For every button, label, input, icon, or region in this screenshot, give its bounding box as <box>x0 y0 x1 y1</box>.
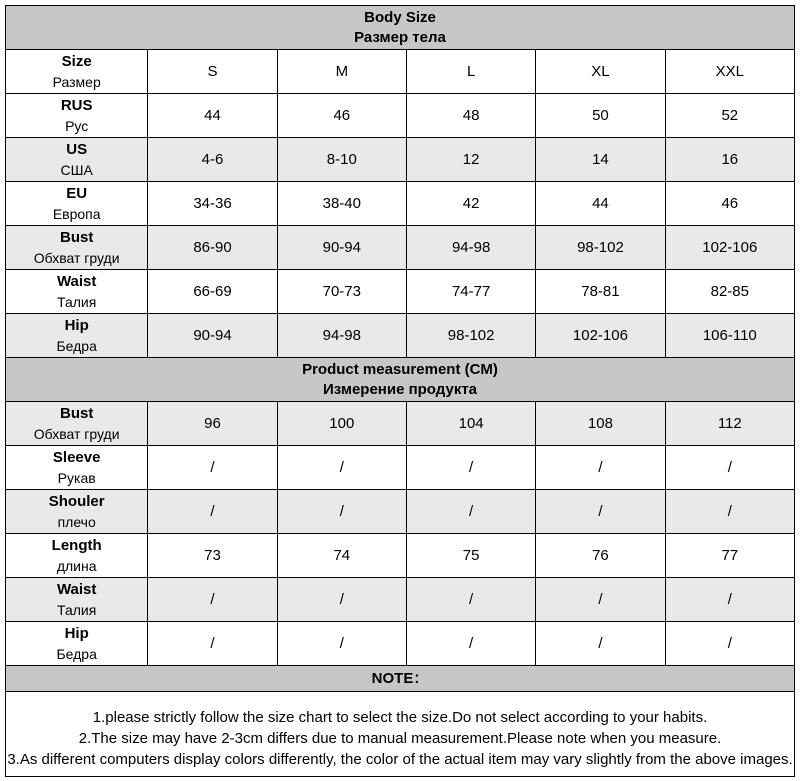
note-title: NOTE： <box>6 666 795 692</box>
table-cell: / <box>536 490 665 534</box>
note-line: 2.The size may have 2-3cm differs due to manual measurement.Please note when you measure. <box>78 729 722 747</box>
row-label-en: Waist <box>56 272 97 290</box>
note-line: 3.As different computers display colors differently, the color of the actual item may vary slightly from the above images. <box>7 750 793 768</box>
table-cell: / <box>536 578 665 622</box>
size-header-cell: L <box>406 50 535 94</box>
table-cell: 46 <box>665 182 794 226</box>
table-cell: 74 <box>277 534 406 578</box>
table-cell: 14 <box>536 138 665 182</box>
table-cell: / <box>665 622 794 666</box>
table-cell: 46 <box>277 94 406 138</box>
row-label <box>6 138 148 182</box>
row-label-en: Sleeve <box>52 448 101 466</box>
row-label-ru: США <box>60 161 93 178</box>
row-label <box>6 270 148 314</box>
row-label-en: Hip <box>64 316 89 334</box>
table-cell: / <box>665 446 794 490</box>
product-row <box>6 578 795 622</box>
row-label <box>6 534 148 578</box>
table-cell: 74-77 <box>406 270 535 314</box>
row-label-ru: Размер <box>52 73 101 90</box>
table-cell: 94-98 <box>277 314 406 358</box>
row-label <box>6 314 148 358</box>
table-cell: 8-10 <box>277 138 406 182</box>
row-label-ru: плечо <box>57 513 96 530</box>
body-size-row <box>6 94 795 138</box>
table-cell: 104 <box>406 402 535 446</box>
product-title-en: Product measurement (CM) <box>302 360 498 378</box>
table-cell: 106-110 <box>665 314 794 358</box>
size-chart-table <box>5 5 795 777</box>
table-cell: / <box>277 490 406 534</box>
table-cell: 98-102 <box>536 226 665 270</box>
row-label <box>6 622 148 666</box>
row-label-ru: Бедра <box>56 645 97 662</box>
table-cell: 98-102 <box>406 314 535 358</box>
size-header-cell: XXL <box>665 50 794 94</box>
row-label-en: Length <box>51 536 102 554</box>
row-label-ru: Рукав <box>57 469 96 486</box>
table-cell: 108 <box>536 402 665 446</box>
row-label-en: Shouler <box>48 492 105 510</box>
row-label-ru: Обхват груди <box>33 249 120 266</box>
row-label <box>6 402 148 446</box>
note-line: 1.please strictly follow the size chart to select the size.Do not select according to your habits. <box>92 708 708 726</box>
body-size-row <box>6 226 795 270</box>
size-header-cell: XL <box>536 50 665 94</box>
table-cell: 38-40 <box>277 182 406 226</box>
row-label <box>6 578 148 622</box>
body-size-row <box>6 182 795 226</box>
row-label-en: Bust <box>60 404 94 422</box>
table-cell: 75 <box>406 534 535 578</box>
row-label-en: Size <box>61 52 92 70</box>
size-header-cell: S <box>148 50 277 94</box>
table-cell: 102-106 <box>536 314 665 358</box>
product-row <box>6 534 795 578</box>
table-cell: 52 <box>665 94 794 138</box>
product-row <box>6 446 795 490</box>
product-row <box>6 402 795 446</box>
table-cell: 44 <box>536 182 665 226</box>
row-label <box>6 226 148 270</box>
table-cell: 78-81 <box>536 270 665 314</box>
table-cell: / <box>406 446 535 490</box>
table-cell: 73 <box>148 534 277 578</box>
table-cell: 94-98 <box>406 226 535 270</box>
size-header-row <box>6 50 795 94</box>
table-cell: 96 <box>148 402 277 446</box>
note-body <box>6 692 795 777</box>
row-label-ru: длина <box>56 557 97 574</box>
row-label-ru: Талия <box>57 293 97 310</box>
table-cell: 90-94 <box>148 314 277 358</box>
table-cell: / <box>148 446 277 490</box>
product-measurement-title <box>6 358 795 402</box>
table-cell: / <box>277 578 406 622</box>
product-row <box>6 490 795 534</box>
body-size-title-ru: Размер тела <box>354 28 446 46</box>
row-label-ru: Европа <box>52 205 101 222</box>
table-cell: 12 <box>406 138 535 182</box>
table-cell: / <box>406 622 535 666</box>
row-label-en: Hip <box>64 624 89 642</box>
table-cell: / <box>536 622 665 666</box>
row-label <box>6 182 148 226</box>
table-cell: 66-69 <box>148 270 277 314</box>
table-cell: 82-85 <box>665 270 794 314</box>
table-cell: / <box>277 622 406 666</box>
row-label-ru: Талия <box>57 601 97 618</box>
table-cell: 100 <box>277 402 406 446</box>
row-label <box>6 446 148 490</box>
table-cell: / <box>148 578 277 622</box>
product-row <box>6 622 795 666</box>
row-label-ru: Обхват груди <box>33 425 120 442</box>
size-header-label <box>6 50 148 94</box>
row-label-en: Waist <box>56 580 97 598</box>
row-label <box>6 490 148 534</box>
table-cell: 102-106 <box>665 226 794 270</box>
row-label-ru: Рус <box>65 117 89 134</box>
table-cell: 44 <box>148 94 277 138</box>
product-title-ru: Измерение продукта <box>322 380 478 398</box>
body-size-title <box>6 6 795 50</box>
table-cell: 76 <box>536 534 665 578</box>
body-size-row <box>6 138 795 182</box>
table-cell: 50 <box>536 94 665 138</box>
body-size-row <box>6 270 795 314</box>
body-size-title-en: Body Size <box>364 8 436 26</box>
table-cell: / <box>148 622 277 666</box>
row-label-en: US <box>66 140 88 158</box>
table-cell: 70-73 <box>277 270 406 314</box>
row-label-en: EU <box>66 184 88 202</box>
table-cell: / <box>406 490 535 534</box>
row-label <box>6 94 148 138</box>
table-cell: 90-94 <box>277 226 406 270</box>
table-cell: 48 <box>406 94 535 138</box>
size-header-cell: M <box>277 50 406 94</box>
table-cell: 112 <box>665 402 794 446</box>
table-cell: / <box>665 490 794 534</box>
table-cell: / <box>277 446 406 490</box>
table-cell: 86-90 <box>148 226 277 270</box>
table-cell: 77 <box>665 534 794 578</box>
row-label-en: RUS <box>60 96 93 114</box>
table-cell: 42 <box>406 182 535 226</box>
table-cell: 4-6 <box>148 138 277 182</box>
table-cell: 16 <box>665 138 794 182</box>
table-cell: / <box>148 490 277 534</box>
table-cell: 34-36 <box>148 182 277 226</box>
table-cell: / <box>665 578 794 622</box>
body-size-row <box>6 314 795 358</box>
row-label-en: Bust <box>60 228 94 246</box>
table-cell: / <box>406 578 535 622</box>
table-cell: / <box>536 446 665 490</box>
row-label-ru: Бедра <box>56 337 97 354</box>
